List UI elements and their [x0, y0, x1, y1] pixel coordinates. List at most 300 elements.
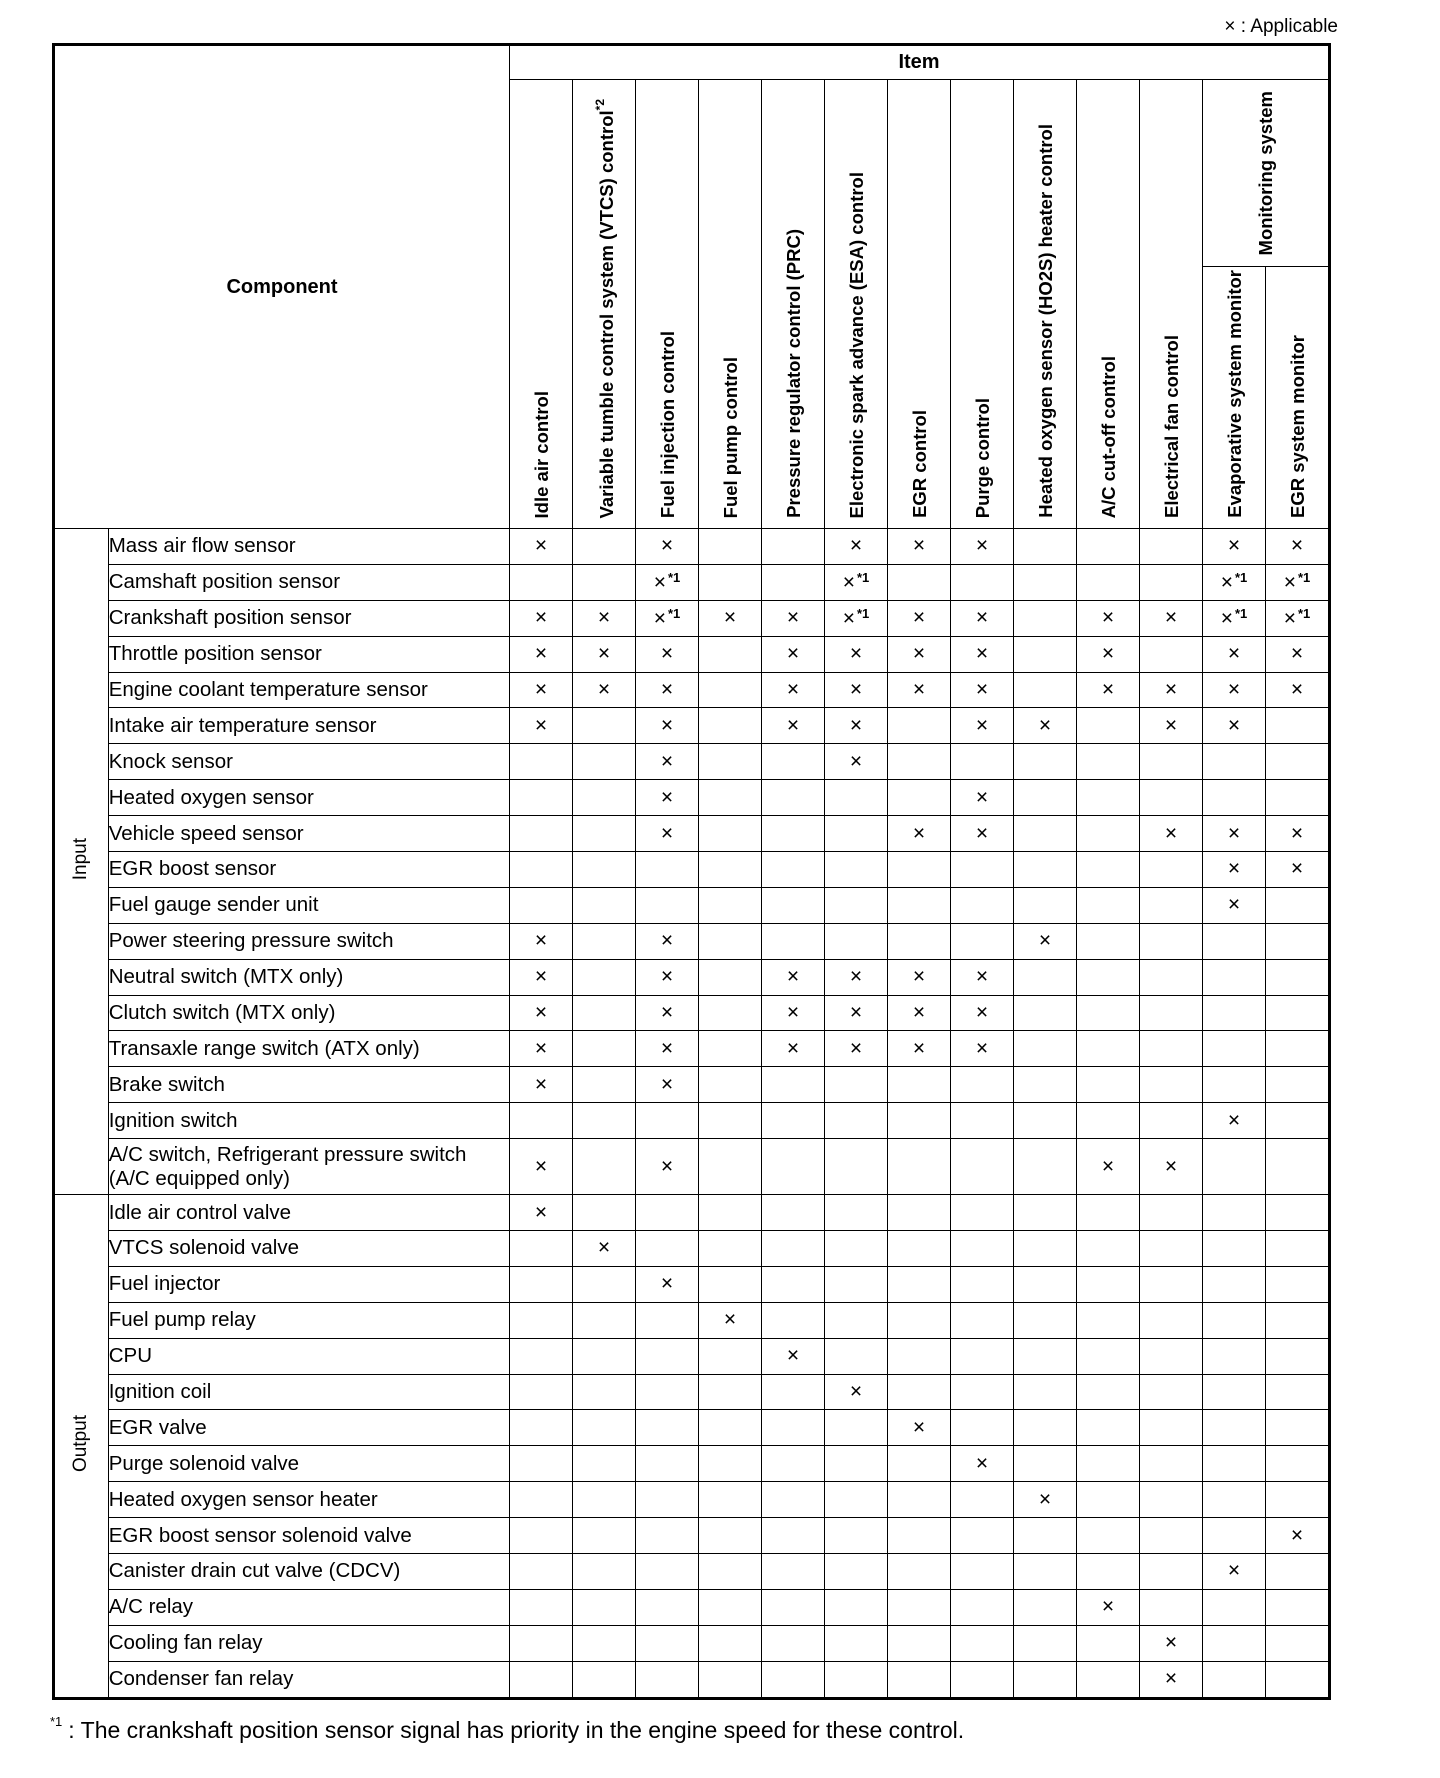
footnote-ref: *1 — [1234, 605, 1248, 621]
empty-cell — [1266, 959, 1330, 995]
component-name: Fuel gauge sender unit — [108, 887, 509, 923]
empty-cell — [1203, 1625, 1266, 1661]
applicable-mark: × — [825, 1031, 888, 1067]
empty-cell — [1140, 1231, 1203, 1267]
empty-cell — [825, 1103, 888, 1139]
applicable-mark: × — [951, 636, 1014, 672]
component-name: Neutral switch (MTX only) — [108, 959, 509, 995]
table-row — [54, 887, 1330, 923]
empty-cell — [1203, 1302, 1266, 1338]
component-name: A/C switch, Refrigerant pressure switch (A/C equipped only) — [108, 1139, 509, 1195]
empty-cell — [888, 564, 951, 600]
applicable-mark: × — [1014, 1482, 1077, 1518]
applicable-mark: × — [1203, 816, 1266, 852]
table-row — [54, 600, 1330, 636]
empty-cell — [762, 1195, 825, 1231]
table-row — [54, 1554, 1330, 1590]
footnote-ref: *2 — [593, 98, 608, 110]
table-row — [54, 636, 1330, 672]
empty-cell — [1077, 708, 1140, 744]
empty-cell — [888, 1554, 951, 1590]
empty-cell — [1014, 1302, 1077, 1338]
empty-cell — [1140, 636, 1203, 672]
empty-cell — [1077, 887, 1140, 923]
applicable-mark: × — [888, 1410, 951, 1446]
empty-cell — [951, 852, 1014, 888]
empty-cell — [888, 1589, 951, 1625]
empty-cell — [1203, 923, 1266, 959]
applicable-mark: × — [699, 1302, 762, 1338]
empty-cell — [636, 1195, 699, 1231]
applicable-mark: × — [951, 816, 1014, 852]
component-name: EGR valve — [108, 1410, 509, 1446]
empty-cell — [762, 1446, 825, 1482]
empty-cell — [825, 1554, 888, 1590]
table-row — [54, 1266, 1330, 1302]
empty-cell — [699, 708, 762, 744]
empty-cell — [762, 780, 825, 816]
empty-cell — [1203, 1518, 1266, 1554]
applicable-mark: × — [1266, 529, 1330, 565]
empty-cell — [888, 780, 951, 816]
empty-cell — [699, 995, 762, 1031]
empty-cell — [951, 1302, 1014, 1338]
empty-cell — [1140, 1031, 1203, 1067]
empty-cell — [951, 1231, 1014, 1267]
empty-cell — [1014, 1518, 1077, 1554]
empty-cell — [573, 887, 636, 923]
table-row — [54, 529, 1330, 565]
empty-cell — [573, 1031, 636, 1067]
empty-cell — [1140, 1482, 1203, 1518]
column-header-ac-cutoff: A/C cut-off control — [1077, 80, 1140, 529]
empty-cell — [1266, 1661, 1330, 1698]
empty-cell — [951, 1661, 1014, 1698]
empty-cell — [888, 1067, 951, 1103]
empty-cell — [510, 1231, 573, 1267]
column-header-ho2s-heater: Heated oxygen sensor (HO2S) heater control — [1014, 80, 1077, 529]
component-name: Knock sensor — [108, 744, 509, 780]
component-name: EGR boost sensor — [108, 852, 509, 888]
applicable-mark: × — [1140, 672, 1203, 708]
empty-cell — [699, 1446, 762, 1482]
applicable-mark: × — [762, 1031, 825, 1067]
empty-cell — [510, 1410, 573, 1446]
applicable-mark: × — [1203, 1103, 1266, 1139]
applicable-mark: × — [1014, 708, 1077, 744]
empty-cell — [1203, 780, 1266, 816]
footnote — [50, 1714, 964, 1744]
component-name: CPU — [108, 1338, 509, 1374]
column-header-fuel-injection: Fuel injection control — [636, 80, 699, 529]
empty-cell — [1077, 1266, 1140, 1302]
empty-cell — [510, 1482, 573, 1518]
empty-cell — [636, 1625, 699, 1661]
component-name: Power steering pressure switch — [108, 923, 509, 959]
empty-cell — [510, 1338, 573, 1374]
empty-cell — [699, 1031, 762, 1067]
table-row — [54, 780, 1330, 816]
empty-cell — [636, 1103, 699, 1139]
empty-cell — [1203, 1410, 1266, 1446]
empty-cell — [1203, 1195, 1266, 1231]
empty-cell — [1014, 1625, 1077, 1661]
empty-cell — [1266, 1031, 1330, 1067]
component-name: Vehicle speed sensor — [108, 816, 509, 852]
applicable-mark: × $^{*1}$ — [1203, 600, 1266, 636]
applicable-mark: × — [636, 529, 699, 565]
component-name: VTCS solenoid valve — [108, 1231, 509, 1267]
empty-cell — [1077, 1338, 1140, 1374]
table-row — [54, 1231, 1330, 1267]
applicable-mark: × — [1140, 1139, 1203, 1195]
empty-cell — [762, 852, 825, 888]
component-name: Crankshaft position sensor — [108, 600, 509, 636]
empty-cell — [636, 1589, 699, 1625]
applicable-mark: × — [510, 995, 573, 1031]
empty-cell — [510, 887, 573, 923]
empty-cell — [762, 1231, 825, 1267]
empty-cell — [1014, 1031, 1077, 1067]
footnote-ref: *1 — [1297, 569, 1311, 585]
empty-cell — [573, 1554, 636, 1590]
table-row — [54, 1139, 1330, 1195]
empty-cell — [1014, 1589, 1077, 1625]
applicable-mark: × — [573, 1231, 636, 1267]
applicable-mark: × — [1140, 708, 1203, 744]
empty-cell — [1266, 1446, 1330, 1482]
empty-cell — [762, 1374, 825, 1410]
applicable-mark: × — [636, 816, 699, 852]
empty-cell — [699, 816, 762, 852]
empty-cell — [699, 744, 762, 780]
empty-cell — [1140, 887, 1203, 923]
component-name: Condenser fan relay — [108, 1661, 509, 1698]
empty-cell — [1203, 995, 1266, 1031]
empty-cell — [1077, 1410, 1140, 1446]
empty-cell — [762, 1067, 825, 1103]
empty-cell — [1014, 744, 1077, 780]
applicable-mark: × $^{*1}$ — [1266, 564, 1330, 600]
applicable-mark: × — [1140, 816, 1203, 852]
empty-cell — [762, 564, 825, 600]
table-row — [54, 1195, 1330, 1231]
empty-cell — [951, 744, 1014, 780]
column-header-esa: Electronic spark advance (ESA) control — [825, 80, 888, 529]
empty-cell — [573, 995, 636, 1031]
empty-cell — [636, 1231, 699, 1267]
empty-cell — [762, 1482, 825, 1518]
empty-cell — [510, 1518, 573, 1554]
component-name: Mass air flow sensor — [108, 529, 509, 565]
empty-cell — [762, 529, 825, 565]
empty-cell — [762, 816, 825, 852]
applicable-mark: × — [951, 780, 1014, 816]
empty-cell — [888, 1266, 951, 1302]
empty-cell — [510, 1625, 573, 1661]
empty-cell — [762, 1625, 825, 1661]
empty-cell — [510, 1302, 573, 1338]
table-row — [54, 995, 1330, 1031]
empty-cell — [1266, 708, 1330, 744]
applicable-mark: × — [1266, 636, 1330, 672]
empty-cell — [1266, 1266, 1330, 1302]
empty-cell — [1014, 564, 1077, 600]
component-name: Ignition coil — [108, 1374, 509, 1410]
empty-cell — [951, 1374, 1014, 1410]
empty-cell — [1077, 1554, 1140, 1590]
group-label-output: Output — [54, 1195, 109, 1698]
applicable-mark: × — [636, 744, 699, 780]
component-name: A/C relay — [108, 1589, 509, 1625]
empty-cell — [699, 1410, 762, 1446]
table-row — [54, 1338, 1330, 1374]
applicable-mark: × — [510, 1067, 573, 1103]
empty-cell — [825, 1266, 888, 1302]
empty-cell — [1203, 1338, 1266, 1374]
empty-cell — [951, 564, 1014, 600]
empty-cell — [699, 1195, 762, 1231]
applicable-mark: × — [888, 600, 951, 636]
component-name: Camshaft position sensor — [108, 564, 509, 600]
applicable-mark: × — [888, 529, 951, 565]
component-name: Heated oxygen sensor heater — [108, 1482, 509, 1518]
empty-cell — [888, 1661, 951, 1698]
empty-cell — [573, 564, 636, 600]
empty-cell — [1077, 564, 1140, 600]
empty-cell — [762, 1518, 825, 1554]
applicable-mark: × — [888, 672, 951, 708]
applicable-mark: × — [1266, 852, 1330, 888]
applicable-mark: × — [888, 1031, 951, 1067]
table-row — [54, 1661, 1330, 1698]
empty-cell — [1266, 1374, 1330, 1410]
applicable-mark: × — [1077, 1139, 1140, 1195]
empty-cell — [825, 1231, 888, 1267]
item-header: Item — [510, 45, 1330, 80]
empty-cell — [510, 1446, 573, 1482]
empty-cell — [1140, 1302, 1203, 1338]
empty-cell — [1140, 780, 1203, 816]
applicable-mark: × — [825, 744, 888, 780]
applicable-mark: × — [1077, 636, 1140, 672]
empty-cell — [1014, 887, 1077, 923]
empty-cell — [1266, 1139, 1330, 1195]
applicable-mark: × — [510, 529, 573, 565]
footnote-ref: *1 — [667, 605, 681, 621]
empty-cell — [1203, 744, 1266, 780]
empty-cell — [1077, 780, 1140, 816]
empty-cell — [888, 1231, 951, 1267]
component-name: Idle air control valve — [108, 1195, 509, 1231]
applicable-mark: × — [510, 600, 573, 636]
applicable-mark: × $^{*1}$ — [1203, 564, 1266, 600]
empty-cell — [1014, 1195, 1077, 1231]
column-header-purge: Purge control — [951, 80, 1014, 529]
empty-cell — [1077, 1661, 1140, 1698]
empty-cell — [888, 852, 951, 888]
empty-cell — [1266, 1103, 1330, 1139]
empty-cell — [1077, 995, 1140, 1031]
footnote-ref: *1 — [856, 605, 870, 621]
empty-cell — [1077, 1067, 1140, 1103]
empty-cell — [1203, 1031, 1266, 1067]
applicable-mark: × — [951, 600, 1014, 636]
component-name: Brake switch — [108, 1067, 509, 1103]
applicable-mark: × — [762, 1338, 825, 1374]
empty-cell — [573, 1302, 636, 1338]
applicable-mark: × — [825, 636, 888, 672]
empty-cell — [1140, 564, 1203, 600]
empty-cell — [699, 1266, 762, 1302]
empty-cell — [1077, 1518, 1140, 1554]
applicable-mark: × — [951, 672, 1014, 708]
empty-cell — [636, 1554, 699, 1590]
empty-cell — [636, 1410, 699, 1446]
empty-cell — [1077, 1374, 1140, 1410]
empty-cell — [636, 1518, 699, 1554]
applicable-mark: × — [888, 959, 951, 995]
empty-cell — [573, 959, 636, 995]
empty-cell — [1140, 1067, 1203, 1103]
empty-cell — [636, 887, 699, 923]
applicable-mark: × — [825, 529, 888, 565]
empty-cell — [1014, 1374, 1077, 1410]
empty-cell — [1140, 529, 1203, 565]
empty-cell — [1077, 529, 1140, 565]
column-header-egr: EGR control — [888, 80, 951, 529]
empty-cell — [1014, 600, 1077, 636]
empty-cell — [825, 852, 888, 888]
applicable-mark: × — [1077, 672, 1140, 708]
empty-cell — [825, 1625, 888, 1661]
empty-cell — [1203, 1374, 1266, 1410]
empty-cell — [699, 1625, 762, 1661]
applicable-mark: × — [510, 1031, 573, 1067]
table-row — [54, 852, 1330, 888]
table-row — [54, 744, 1330, 780]
empty-cell — [699, 672, 762, 708]
column-header-egr-monitor: EGR system monitor — [1266, 267, 1330, 529]
empty-cell — [1077, 1195, 1140, 1231]
empty-cell — [1077, 923, 1140, 959]
applicable-mark: × $^{*1}$ — [825, 600, 888, 636]
component-name: EGR boost sensor solenoid valve — [108, 1518, 509, 1554]
empty-cell — [1014, 1103, 1077, 1139]
empty-cell — [825, 1338, 888, 1374]
empty-cell — [888, 1103, 951, 1139]
empty-cell — [825, 1302, 888, 1338]
empty-cell — [1203, 959, 1266, 995]
empty-cell — [1140, 1554, 1203, 1590]
applicable-mark: × — [1140, 1625, 1203, 1661]
applicable-mark: × — [636, 1266, 699, 1302]
empty-cell — [1014, 1266, 1077, 1302]
empty-cell — [1077, 1231, 1140, 1267]
empty-cell — [636, 1661, 699, 1698]
empty-cell — [762, 1139, 825, 1195]
empty-cell — [1140, 959, 1203, 995]
empty-cell — [573, 780, 636, 816]
empty-cell — [825, 1661, 888, 1698]
component-name: Clutch switch (MTX only) — [108, 995, 509, 1031]
table-row — [54, 1374, 1330, 1410]
empty-cell — [1077, 1031, 1140, 1067]
component-name: Throttle position sensor — [108, 636, 509, 672]
applicable-mark: × — [699, 600, 762, 636]
empty-cell — [1077, 1625, 1140, 1661]
applicable-legend — [1224, 16, 1338, 38]
applicable-mark: × — [825, 995, 888, 1031]
monitoring-system-label: Monitoring system — [1255, 90, 1276, 256]
empty-cell — [1266, 1589, 1330, 1625]
empty-cell — [510, 744, 573, 780]
empty-cell — [699, 959, 762, 995]
applicable-mark: × — [636, 959, 699, 995]
applicable-mark: × $^{*1}$ — [1266, 600, 1330, 636]
empty-cell — [573, 708, 636, 744]
applicable-mark: × — [636, 636, 699, 672]
applicable-mark: × — [636, 1067, 699, 1103]
empty-cell — [1140, 744, 1203, 780]
empty-cell — [762, 1554, 825, 1590]
empty-cell — [573, 1266, 636, 1302]
empty-cell — [1140, 852, 1203, 888]
empty-cell — [1203, 1482, 1266, 1518]
applicable-mark: × — [1203, 672, 1266, 708]
empty-cell — [510, 1374, 573, 1410]
empty-cell — [1014, 816, 1077, 852]
empty-cell — [762, 1589, 825, 1625]
table-row — [54, 1518, 1330, 1554]
footnote-ref: *1 — [856, 569, 870, 585]
empty-cell — [951, 1625, 1014, 1661]
applicable-mark: × $^{*1}$ — [636, 564, 699, 600]
applicable-mark: × — [636, 780, 699, 816]
column-header-elec-fan: Electrical fan control — [1140, 80, 1203, 529]
applicable-mark: × — [888, 816, 951, 852]
applicable-mark: × — [510, 959, 573, 995]
empty-cell — [573, 1338, 636, 1374]
applicable-mark: × — [762, 708, 825, 744]
empty-cell — [888, 744, 951, 780]
empty-cell — [1014, 672, 1077, 708]
empty-cell — [888, 1195, 951, 1231]
empty-cell — [1014, 1139, 1077, 1195]
empty-cell — [573, 1410, 636, 1446]
empty-cell — [699, 1589, 762, 1625]
footnote-text: : The crankshaft position sensor signal has priority in the engine speed for these control. — [68, 1717, 965, 1743]
empty-cell — [888, 1625, 951, 1661]
empty-cell — [762, 923, 825, 959]
empty-cell — [1077, 1302, 1140, 1338]
empty-cell — [1014, 852, 1077, 888]
applicable-mark: × — [510, 923, 573, 959]
table-row — [54, 1482, 1330, 1518]
table-row — [54, 1103, 1330, 1139]
group-label-input: Input — [54, 529, 109, 1195]
empty-cell — [888, 1302, 951, 1338]
empty-cell — [1140, 1338, 1203, 1374]
applicable-mark: × — [1203, 708, 1266, 744]
empty-cell — [573, 1139, 636, 1195]
table-row — [54, 708, 1330, 744]
empty-cell — [1014, 529, 1077, 565]
empty-cell — [1014, 780, 1077, 816]
empty-cell — [888, 887, 951, 923]
applicable-mark: × — [1140, 600, 1203, 636]
component-name: Engine coolant temperature sensor — [108, 672, 509, 708]
